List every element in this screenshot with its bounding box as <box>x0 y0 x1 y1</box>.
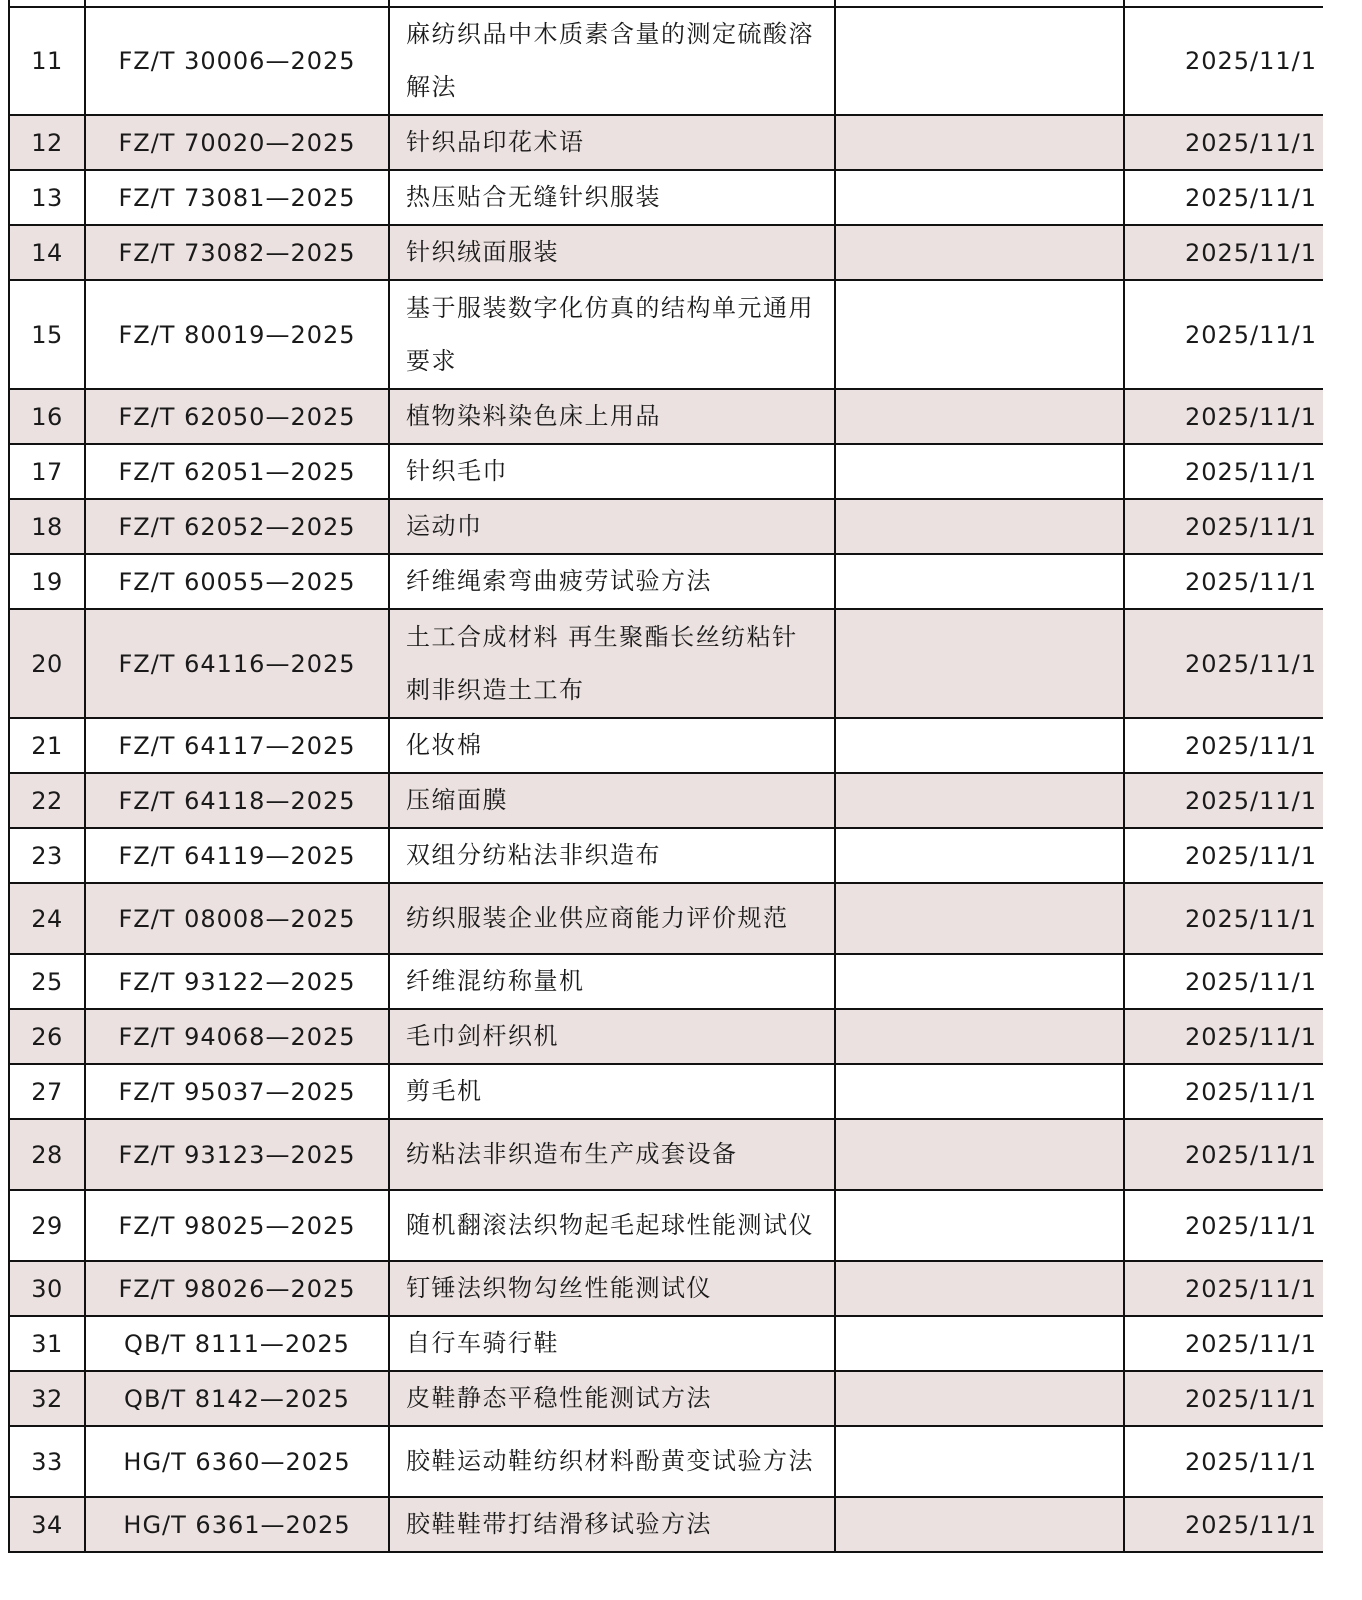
standard-name-cell: 针织品印花术语 <box>389 115 835 170</box>
standard-code-cell: QB/T 8111—2025 <box>85 1316 389 1371</box>
standard-code-cell: FZ/T 64118—2025 <box>85 773 389 828</box>
standard-name-cell: 双组分纺粘法非织造布 <box>389 828 835 883</box>
note-cell <box>835 1371 1124 1426</box>
row-number-cell: 21 <box>9 718 85 773</box>
standard-code-cell: FZ/T 60055—2025 <box>85 554 389 609</box>
effective-date-cell: 2025/11/1 <box>1124 828 1323 883</box>
row-number-cell: 29 <box>9 1190 85 1261</box>
standards-table-container <box>8 0 1322 1553</box>
note-cell <box>835 225 1124 280</box>
standard-name-cell: 基于服装数字化仿真的结构单元通用要求 <box>389 280 835 389</box>
standard-code-cell: FZ/T 70020—2025 <box>85 115 389 170</box>
note-cell <box>835 115 1124 170</box>
row-number-cell: 17 <box>9 444 85 499</box>
row-number-cell: 16 <box>9 389 85 444</box>
row-number-cell: 20 <box>9 609 85 718</box>
effective-date-cell: 2025/11/1 <box>1124 773 1323 828</box>
effective-date-cell: 2025/11/1 <box>1124 499 1323 554</box>
table-row <box>9 499 1323 554</box>
standard-name-cell: 针织绒面服装 <box>389 225 835 280</box>
table-row <box>9 883 1323 954</box>
note-cell <box>835 499 1124 554</box>
standard-code-cell: FZ/T 62051—2025 <box>85 444 389 499</box>
standard-code-cell: FZ/T 64119—2025 <box>85 828 389 883</box>
standard-name-cell: 毛巾剑杆织机 <box>389 1009 835 1064</box>
effective-date-cell: 2025/11/1 <box>1124 609 1323 718</box>
row-number-cell: 15 <box>9 280 85 389</box>
table-row <box>9 954 1323 1009</box>
row-number-cell: 18 <box>9 499 85 554</box>
effective-date-cell: 2025/11/1 <box>1124 389 1323 444</box>
effective-date-cell: 2025/11/1 <box>1124 444 1323 499</box>
effective-date-cell: 2025/11/1 <box>1124 1316 1323 1371</box>
note-cell <box>835 1316 1124 1371</box>
standard-name-cell: 针织毛巾 <box>389 444 835 499</box>
table-row <box>9 170 1323 225</box>
row-number-cell: 31 <box>9 1316 85 1371</box>
note-cell <box>835 1064 1124 1119</box>
note-cell <box>835 389 1124 444</box>
standard-name-cell: 植物染料染色床上用品 <box>389 389 835 444</box>
stub-cell <box>9 0 85 7</box>
note-cell <box>835 1261 1124 1316</box>
note-cell <box>835 280 1124 389</box>
table-row-top-stub <box>9 0 1323 7</box>
standard-code-cell: FZ/T 93123—2025 <box>85 1119 389 1190</box>
table-row <box>9 718 1323 773</box>
effective-date-cell: 2025/11/1 <box>1124 883 1323 954</box>
effective-date-cell: 2025/11/1 <box>1124 1371 1323 1426</box>
effective-date-cell: 2025/11/1 <box>1124 280 1323 389</box>
row-number-cell: 23 <box>9 828 85 883</box>
effective-date-cell: 2025/11/1 <box>1124 554 1323 609</box>
table-row <box>9 1426 1323 1497</box>
row-number-cell: 34 <box>9 1497 85 1552</box>
standard-name-cell: 纺粘法非织造布生产成套设备 <box>389 1119 835 1190</box>
table-row <box>9 389 1323 444</box>
standard-code-cell: FZ/T 94068—2025 <box>85 1009 389 1064</box>
note-cell <box>835 1426 1124 1497</box>
standard-code-cell: FZ/T 62050—2025 <box>85 389 389 444</box>
standard-name-cell: 随机翻滚法织物起毛起球性能测试仪 <box>389 1190 835 1261</box>
table-body <box>9 0 1323 1552</box>
standard-code-cell: FZ/T 62052—2025 <box>85 499 389 554</box>
effective-date-cell: 2025/11/1 <box>1124 170 1323 225</box>
stub-cell <box>1124 0 1323 7</box>
note-cell <box>835 554 1124 609</box>
table-row <box>9 1190 1323 1261</box>
table-row <box>9 280 1323 389</box>
effective-date-cell: 2025/11/1 <box>1124 1426 1323 1497</box>
standard-code-cell: HG/T 6361—2025 <box>85 1497 389 1552</box>
effective-date-cell: 2025/11/1 <box>1124 1190 1323 1261</box>
table-row <box>9 1497 1323 1552</box>
note-cell <box>835 954 1124 1009</box>
row-number-cell: 12 <box>9 115 85 170</box>
standard-name-cell: 皮鞋静态平稳性能测试方法 <box>389 1371 835 1426</box>
row-number-cell: 14 <box>9 225 85 280</box>
effective-date-cell: 2025/11/1 <box>1124 1009 1323 1064</box>
standards-table <box>8 0 1323 1553</box>
row-number-cell: 13 <box>9 170 85 225</box>
table-row <box>9 1261 1323 1316</box>
effective-date-cell: 2025/11/1 <box>1124 1497 1323 1552</box>
row-number-cell: 24 <box>9 883 85 954</box>
table-row <box>9 1009 1323 1064</box>
standard-name-cell: 剪毛机 <box>389 1064 835 1119</box>
standard-code-cell: FZ/T 73081—2025 <box>85 170 389 225</box>
note-cell <box>835 773 1124 828</box>
standard-name-cell: 纤维绳索弯曲疲劳试验方法 <box>389 554 835 609</box>
note-cell <box>835 1190 1124 1261</box>
table-row <box>9 7 1323 115</box>
row-number-cell: 22 <box>9 773 85 828</box>
standard-name-cell: 化妆棉 <box>389 718 835 773</box>
standard-name-cell: 运动巾 <box>389 499 835 554</box>
standard-code-cell: HG/T 6360—2025 <box>85 1426 389 1497</box>
standard-code-cell: FZ/T 73082—2025 <box>85 225 389 280</box>
standard-name-cell: 纺织服装企业供应商能力评价规范 <box>389 883 835 954</box>
standard-code-cell: FZ/T 93122—2025 <box>85 954 389 1009</box>
table-row <box>9 1064 1323 1119</box>
table-row <box>9 115 1323 170</box>
table-row <box>9 1316 1323 1371</box>
effective-date-cell: 2025/11/1 <box>1124 718 1323 773</box>
effective-date-cell: 2025/11/1 <box>1124 115 1323 170</box>
standard-code-cell: FZ/T 08008—2025 <box>85 883 389 954</box>
row-number-cell: 25 <box>9 954 85 1009</box>
table-row <box>9 1371 1323 1426</box>
note-cell <box>835 718 1124 773</box>
table-row <box>9 444 1323 499</box>
stub-cell <box>85 0 389 7</box>
standard-name-cell: 土工合成材料 再生聚酯长丝纺粘针刺非织造土工布 <box>389 609 835 718</box>
row-number-cell: 19 <box>9 554 85 609</box>
standard-name-cell: 热压贴合无缝针织服装 <box>389 170 835 225</box>
standard-name-cell: 压缩面膜 <box>389 773 835 828</box>
note-cell <box>835 1009 1124 1064</box>
standard-code-cell: QB/T 8142—2025 <box>85 1371 389 1426</box>
effective-date-cell: 2025/11/1 <box>1124 1261 1323 1316</box>
table-row <box>9 828 1323 883</box>
row-number-cell: 28 <box>9 1119 85 1190</box>
note-cell <box>835 7 1124 115</box>
effective-date-cell: 2025/11/1 <box>1124 1119 1323 1190</box>
standard-code-cell: FZ/T 98025—2025 <box>85 1190 389 1261</box>
row-number-cell: 32 <box>9 1371 85 1426</box>
standard-name-cell: 纤维混纺称量机 <box>389 954 835 1009</box>
standard-code-cell: FZ/T 95037—2025 <box>85 1064 389 1119</box>
effective-date-cell: 2025/11/1 <box>1124 7 1323 115</box>
standard-code-cell: FZ/T 64116—2025 <box>85 609 389 718</box>
effective-date-cell: 2025/11/1 <box>1124 225 1323 280</box>
note-cell <box>835 609 1124 718</box>
standard-code-cell: FZ/T 64117—2025 <box>85 718 389 773</box>
note-cell <box>835 883 1124 954</box>
note-cell <box>835 1497 1124 1552</box>
row-number-cell: 33 <box>9 1426 85 1497</box>
standard-code-cell: FZ/T 98026—2025 <box>85 1261 389 1316</box>
row-number-cell: 27 <box>9 1064 85 1119</box>
table-row <box>9 225 1323 280</box>
note-cell <box>835 828 1124 883</box>
standard-name-cell: 麻纺织品中木质素含量的测定硫酸溶解法 <box>389 7 835 115</box>
standard-code-cell: FZ/T 80019—2025 <box>85 280 389 389</box>
note-cell <box>835 1119 1124 1190</box>
standard-name-cell: 钉锤法织物勾丝性能测试仪 <box>389 1261 835 1316</box>
row-number-cell: 11 <box>9 7 85 115</box>
table-row <box>9 1119 1323 1190</box>
row-number-cell: 26 <box>9 1009 85 1064</box>
row-number-cell: 30 <box>9 1261 85 1316</box>
note-cell <box>835 444 1124 499</box>
standard-name-cell: 自行车骑行鞋 <box>389 1316 835 1371</box>
note-cell <box>835 170 1124 225</box>
standard-code-cell: FZ/T 30006—2025 <box>85 7 389 115</box>
stub-cell <box>835 0 1124 7</box>
stub-cell <box>389 0 835 7</box>
table-row <box>9 554 1323 609</box>
table-row <box>9 609 1323 718</box>
standard-name-cell: 胶鞋鞋带打结滑移试验方法 <box>389 1497 835 1552</box>
table-row <box>9 773 1323 828</box>
effective-date-cell: 2025/11/1 <box>1124 1064 1323 1119</box>
effective-date-cell: 2025/11/1 <box>1124 954 1323 1009</box>
standard-name-cell: 胶鞋运动鞋纺织材料酚黄变试验方法 <box>389 1426 835 1497</box>
